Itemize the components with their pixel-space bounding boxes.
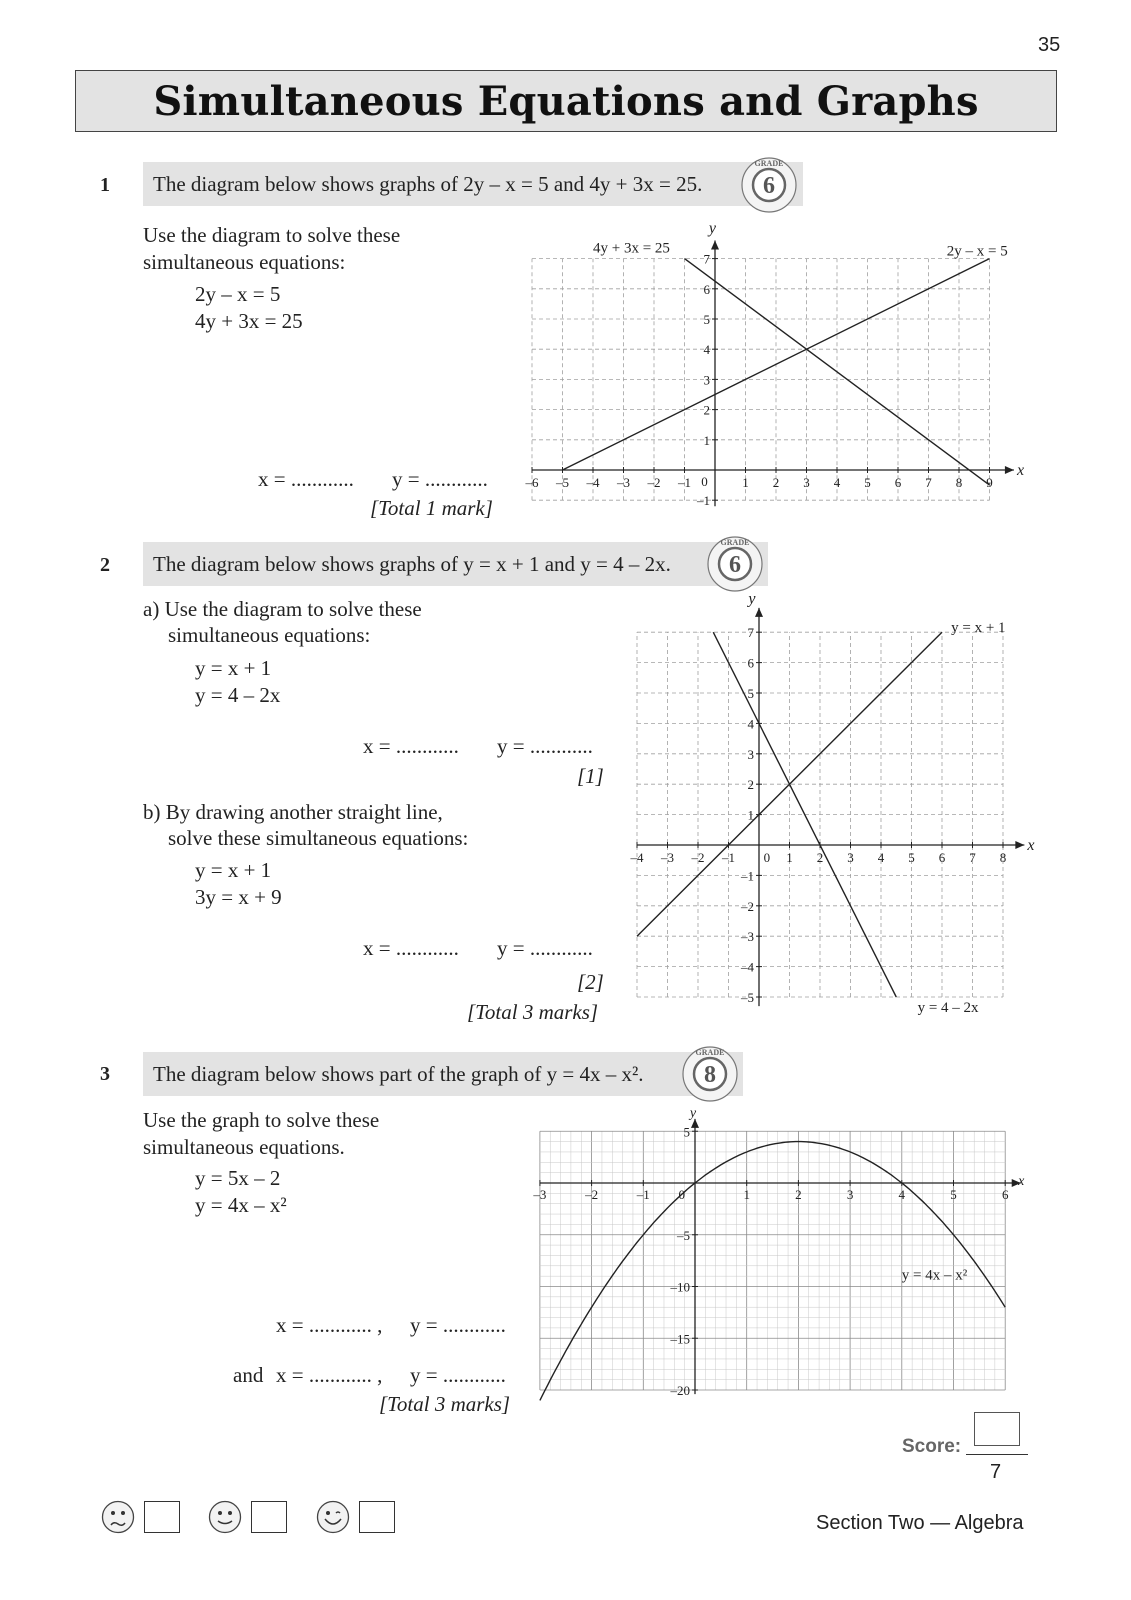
x-tick-label: –6 xyxy=(525,475,539,490)
q2-line-label-2: y = 4 – 2x xyxy=(917,1000,979,1017)
q2-line-label-1: y = x + 1 xyxy=(951,620,1006,637)
x-tick-label: 2 xyxy=(816,850,824,865)
q3-y-axis-label: y xyxy=(689,1105,697,1121)
y-tick-label: –5 xyxy=(677,1227,690,1243)
x-tick-label: 9 xyxy=(986,475,993,490)
q2-origin-label: 0 xyxy=(763,850,771,865)
q2-total-marks: [Total 3 marks] xyxy=(467,1000,599,1024)
q1-line-label-1: 4y + 3x = 25 xyxy=(593,240,670,257)
y-tick-label: 3 xyxy=(747,746,754,762)
q1-equation-2: 4y + 3x = 25 xyxy=(195,309,303,333)
q2b-equation-2: 3y = x + 9 xyxy=(195,885,282,909)
q1-intro: The diagram below shows graphs of 2y – x = 5 and 4y + 3x = 25. xyxy=(153,171,703,196)
q1-y-axis-label: y xyxy=(708,219,717,237)
x-tick-label: 2 xyxy=(772,475,780,490)
q2-x-axis-label: x xyxy=(1027,837,1035,854)
x-tick-label: 1 xyxy=(743,1187,750,1202)
self-assess-box-3[interactable] xyxy=(359,1501,395,1533)
sad-face-icon xyxy=(101,1500,135,1534)
svg-text:GRADE: GRADE xyxy=(754,159,784,168)
q1-equation-1: 2y – x = 5 xyxy=(195,282,281,306)
svg-text:GRADE: GRADE xyxy=(720,538,750,547)
q1-instruction-1: Use the diagram to solve these xyxy=(143,223,401,247)
q2a-answer-x[interactable]: x = ............ xyxy=(363,734,459,758)
x-tick-label: 6 xyxy=(1001,1187,1009,1202)
q3-instruction-2: simultaneous equations. xyxy=(143,1135,345,1159)
q1-origin-label: 0 xyxy=(701,474,708,489)
q3-intro: The diagram below shows part of the graph of y = 4x – x². xyxy=(153,1061,644,1086)
x-tick-label: 3 xyxy=(846,1187,854,1202)
x-tick-label: 8 xyxy=(955,475,963,490)
q3-intro-bar xyxy=(143,1052,743,1096)
x-tick-label: –3 xyxy=(533,1187,547,1202)
x-tick-label: 1 xyxy=(786,850,793,865)
x-tick-label: 8 xyxy=(999,850,1007,865)
q3-answer2-y[interactable]: y = ............ xyxy=(410,1363,506,1387)
x-tick-label: –4 xyxy=(586,475,600,490)
x-axis-arrow-icon xyxy=(1015,841,1024,849)
y-tick-label: 4 xyxy=(747,716,754,732)
page-number: 35 xyxy=(1038,34,1061,56)
q2b-instruction-1: b) By drawing another straight line, xyxy=(143,800,443,824)
y-axis-arrow-icon xyxy=(755,608,763,617)
x-tick-label: –1 xyxy=(722,850,735,865)
y-tick-label: –3 xyxy=(741,929,754,945)
x-tick-label: –5 xyxy=(556,475,569,490)
q3-curve-label: y = 4x – x² xyxy=(901,1267,968,1284)
q3-graph xyxy=(530,1105,1035,1405)
x-tick-label: 6 xyxy=(938,850,946,865)
page-title: Simultaneous Equations and Graphs xyxy=(153,77,979,125)
q2-intro: The diagram below shows graphs of y = x + 1 and y = 4 – 2x. xyxy=(153,551,671,576)
x-tick-label: 3 xyxy=(847,850,854,865)
x-tick-label: 7 xyxy=(925,475,932,490)
q3-grade-digit: 8 xyxy=(704,1062,716,1088)
neutral-face-icon xyxy=(208,1500,242,1534)
x-tick-label: –4 xyxy=(630,850,644,865)
y-tick-label: –15 xyxy=(670,1331,690,1347)
x-tick-label: 5 xyxy=(950,1187,957,1202)
q1-x-axis-label: x xyxy=(1016,462,1025,479)
y-tick-label: 1 xyxy=(703,432,710,448)
q2a-instruction-2: simultaneous equations: xyxy=(168,623,371,647)
x-tick-label: –2 xyxy=(691,850,705,865)
x-tick-label: –3 xyxy=(617,475,630,490)
y-tick-label: 5 xyxy=(683,1124,690,1140)
q2b-marks: [2] xyxy=(577,970,604,994)
q2-y-axis-label: y xyxy=(748,590,756,608)
y-tick-label: –5 xyxy=(741,990,754,1005)
x-tick-label: –3 xyxy=(661,850,674,865)
y-tick-label: 6 xyxy=(747,655,754,671)
q1-line-label-2: 2y – x = 5 xyxy=(946,243,1008,260)
q2b-answer-x[interactable]: x = ............ xyxy=(363,936,459,960)
score-input-box[interactable] xyxy=(974,1412,1020,1446)
y-tick-label: 7 xyxy=(747,625,754,641)
q2-grade-digit: 6 xyxy=(729,552,741,578)
happy-face-icon xyxy=(316,1500,350,1534)
q1-graph xyxy=(525,219,1035,509)
q3-answer1-y[interactable]: y = ............ xyxy=(410,1313,506,1337)
y-tick-label: 2 xyxy=(703,402,710,418)
y-tick-label: –10 xyxy=(670,1279,690,1295)
y-tick-label: –4 xyxy=(741,959,754,975)
x-tick-label: 6 xyxy=(894,475,902,490)
q2b-equation-1: y = x + 1 xyxy=(195,858,272,882)
q1-grade-digit: 6 xyxy=(763,173,775,199)
score-out-of: 7 xyxy=(990,1461,1002,1483)
q3-x-axis-label: x xyxy=(1018,1174,1025,1189)
y-tick-label: –2 xyxy=(741,898,754,914)
q1-instruction-2: simultaneous equations: xyxy=(143,250,346,274)
q1-total-marks: [Total 1 mark] xyxy=(370,496,493,520)
x-axis-arrow-icon xyxy=(1005,466,1014,474)
y-tick-label: –1 xyxy=(697,493,710,509)
q1-answer-x[interactable]: x = ............ xyxy=(258,467,354,491)
x-tick-label: 4 xyxy=(898,1187,906,1202)
q2a-instruction-1: a) Use the diagram to solve these xyxy=(143,597,422,621)
q2a-marks: [1] xyxy=(577,764,604,788)
q3-total-marks: [Total 3 marks] xyxy=(379,1392,511,1416)
q2a-equation-1: y = x + 1 xyxy=(195,656,272,680)
q3-answer2-x[interactable]: x = ............ , xyxy=(276,1363,383,1387)
x-tick-label: –2 xyxy=(585,1187,599,1202)
q1-grade-badge-icon xyxy=(740,156,798,214)
x-tick-label: –1 xyxy=(678,475,691,490)
y-tick-label: –20 xyxy=(670,1383,690,1398)
q3-equation-2: y = 4x – x² xyxy=(195,1193,287,1217)
score-fraction-line xyxy=(966,1454,1028,1455)
x-tick-label: 5 xyxy=(864,475,871,490)
x-tick-label: 4 xyxy=(833,475,841,490)
x-tick-label: 3 xyxy=(803,475,810,490)
q2b-answer-y[interactable]: y = ............ xyxy=(497,936,593,960)
q1-answer-y[interactable]: y = ............ xyxy=(392,467,488,491)
q3-answer1-x[interactable]: x = ............ , xyxy=(276,1313,383,1337)
y-tick-label: 1 xyxy=(747,807,754,823)
q2a-equation-2: y = 4 – 2x xyxy=(195,683,281,707)
svg-text:GRADE: GRADE xyxy=(695,1048,725,1057)
q1-intro-bar xyxy=(143,162,803,206)
q2b-instruction-2: solve these simultaneous equations: xyxy=(168,826,469,850)
q2-grade-badge-icon xyxy=(706,535,764,593)
q3-origin-label: 0 xyxy=(678,1187,685,1202)
self-assess-box-2[interactable] xyxy=(251,1501,287,1533)
x-tick-label: 1 xyxy=(742,475,749,490)
q1-number: 1 xyxy=(100,174,110,196)
y-tick-label: –1 xyxy=(741,868,754,884)
x-tick-label: –2 xyxy=(647,475,661,490)
q3-equation-1: y = 5x – 2 xyxy=(195,1166,281,1190)
score-label: Score: xyxy=(902,1436,962,1457)
q3-and-label: and xyxy=(233,1363,264,1387)
y-axis-arrow-icon xyxy=(711,240,719,249)
y-tick-label: 5 xyxy=(747,686,754,701)
q2-intro-bar xyxy=(143,542,768,586)
y-tick-label: 4 xyxy=(703,342,710,358)
x-tick-label: –1 xyxy=(636,1187,650,1202)
q3-instruction-1: Use the graph to solve these xyxy=(143,1108,380,1132)
y-tick-label: 3 xyxy=(703,372,710,388)
q2a-answer-y[interactable]: y = ............ xyxy=(497,734,593,758)
y-tick-label: 6 xyxy=(703,281,710,297)
q2-number: 2 xyxy=(100,554,110,576)
x-tick-label: 7 xyxy=(969,850,976,865)
x-tick-label: 5 xyxy=(908,850,915,865)
section-footer: Section Two — Algebra xyxy=(816,1512,1024,1534)
q2-graph xyxy=(620,590,1040,1025)
page-title-box xyxy=(75,70,1057,132)
y-tick-label: 5 xyxy=(703,312,710,327)
self-assess-box-1[interactable] xyxy=(144,1501,180,1533)
x-tick-label: 2 xyxy=(795,1187,802,1202)
q3-number: 3 xyxy=(100,1063,110,1085)
x-tick-label: 4 xyxy=(877,850,885,865)
q3-grade-badge-icon xyxy=(681,1045,739,1103)
y-tick-label: 7 xyxy=(703,251,710,267)
y-tick-label: 2 xyxy=(747,777,754,793)
